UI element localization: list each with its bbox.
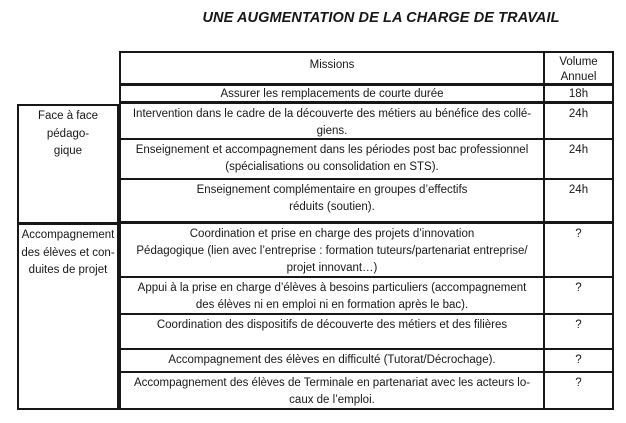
mission-cell xyxy=(121,180,543,221)
mission-line: Coordination et prise en charge des projets d’innovation xyxy=(189,228,475,240)
table-row xyxy=(121,278,612,315)
mission-cell xyxy=(121,315,543,348)
volume-cell: 24h xyxy=(543,140,612,178)
volume-cell: ? xyxy=(543,350,612,371)
missions-table xyxy=(119,51,614,410)
mission-line: projet innovant…) xyxy=(286,262,378,274)
mission-line: caux de l’emploi. xyxy=(289,394,375,406)
mission-line: Assurer les remplacements de courte durée xyxy=(220,88,444,100)
mission-line: (spécialisations ou consolidation en STS). xyxy=(225,161,439,173)
group-label-line: duites de projet xyxy=(28,264,108,276)
mission-line: Accompagnement des élèves en difficulté (Tutorat/Décrochage). xyxy=(168,354,496,366)
group-label-line: Accompagnement xyxy=(21,229,115,241)
mission-cell xyxy=(121,224,543,276)
mission-line: Enseignement et accompagnement dans les périodes post bac professionnel xyxy=(135,144,529,156)
volume-cell: ? xyxy=(543,224,612,276)
volume-cell: ? xyxy=(543,278,612,313)
volume-header-line: Volume xyxy=(559,56,598,68)
volume-header-line: Annuel xyxy=(560,71,597,83)
mission-cell xyxy=(121,140,543,178)
mission-line: Appui à la prise en charge d’élèves à besoins particuliers (accompagnement xyxy=(137,282,527,294)
page-title: UNE AUGMENTATION DE LA CHARGE DE TRAVAIL xyxy=(202,10,560,26)
missions-column-header: Missions xyxy=(309,59,355,71)
group-label-line: Face à face pédago- xyxy=(37,110,99,140)
volume-cell: ? xyxy=(543,315,612,348)
table-row xyxy=(121,373,612,408)
volume-column-header xyxy=(543,53,612,83)
mission-line: réduits (soutien). xyxy=(289,201,375,213)
volume-cell: 24h xyxy=(543,104,612,138)
mission-cell xyxy=(121,104,543,138)
table-header-row xyxy=(121,53,612,86)
row-group-column xyxy=(17,104,119,410)
mission-cell xyxy=(121,278,543,313)
mission-cell xyxy=(121,373,543,408)
mission-line: des élèves ni en emploi ni en formation après le bac). xyxy=(195,299,469,311)
volume-cell: ? xyxy=(543,373,612,408)
mission-line: Enseignement complémentaire en groupes d’effectifs xyxy=(196,184,468,196)
table-row xyxy=(121,180,612,224)
table-row xyxy=(121,224,612,278)
mission-cell xyxy=(121,86,543,101)
group-label-face-a-face xyxy=(19,106,117,225)
mission-line: giens. xyxy=(316,125,348,137)
mission-line: Coordination des dispositifs de découverte des métiers et des filières xyxy=(156,319,508,331)
group-label-line: gique xyxy=(53,145,83,157)
mission-line: Accompagnement des élèves de Terminale en partenariat avec les acteurs lo- xyxy=(133,377,531,389)
volume-cell: 18h xyxy=(543,86,612,101)
group-label-accompagnement xyxy=(19,225,117,408)
mission-line: Intervention dans le cadre de la découverte des métiers au bénéfice des collé- xyxy=(132,108,532,120)
table-row xyxy=(121,104,612,140)
table-row xyxy=(121,315,612,350)
group-label-line: des élèves et con- xyxy=(21,246,115,259)
mission-line: Pédagogique (lien avec l’entreprise : formation tuteurs/partenariat entreprise/ xyxy=(136,245,528,257)
mission-cell xyxy=(121,350,543,371)
table-row xyxy=(121,140,612,180)
table-row xyxy=(121,86,612,104)
table-row xyxy=(121,350,612,373)
volume-cell: 24h xyxy=(543,180,612,221)
